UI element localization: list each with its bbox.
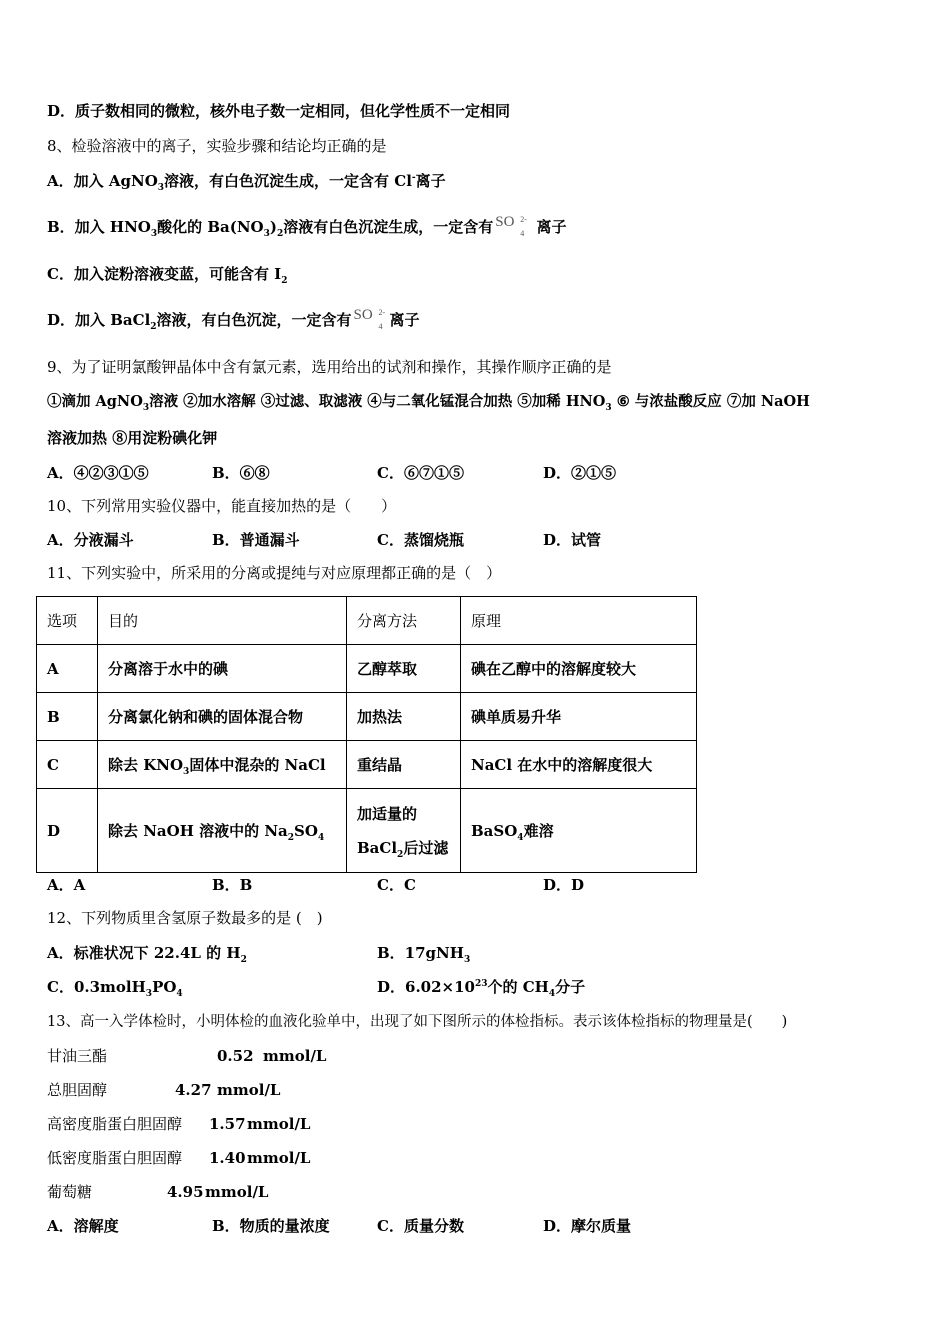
q9-option-d: D．②①⑤ bbox=[543, 464, 617, 482]
q8-stem: 8、检验溶液中的离子，实验步骤和结论均正确的是 bbox=[47, 137, 387, 155]
row-method: 乙醇萃取 bbox=[347, 645, 461, 693]
row-method: 加适量的 BaCl$_2$后过滤 bbox=[347, 789, 461, 873]
q13-option-b: B．物质的量浓度 bbox=[212, 1217, 330, 1235]
header-cell: 分离方法 bbox=[347, 597, 461, 645]
lab-item: 低密度脂蛋白胆固醇 1.40mmol/L bbox=[47, 1149, 311, 1167]
table-row bbox=[37, 693, 697, 741]
lab-item: 高密度脂蛋白胆固醇 1.57mmol/L bbox=[47, 1115, 311, 1133]
row-purpose: 分离溶于水中的碘 bbox=[98, 645, 347, 693]
q12-option-a: A．标准状况下 22.4L 的 $H_2$ bbox=[47, 944, 247, 965]
row-method: 加热法 bbox=[347, 693, 461, 741]
q9-option-c: C．⑥⑦①⑤ bbox=[377, 464, 464, 482]
q9-option-a: A．④②③①⑤ bbox=[47, 464, 149, 482]
q13-option-a: A．溶解度 bbox=[47, 1217, 119, 1235]
q11-table bbox=[36, 596, 697, 873]
row-principle: BaSO$_4$难溶 bbox=[461, 789, 697, 873]
sulfate-ion-formula: SO 2- 4 bbox=[353, 307, 386, 331]
table-header-row bbox=[37, 597, 697, 645]
q9-steps-line1: ①滴加 AgNO$_3$溶液 ②加水溶解 ③过滤、取滤液 ④与二氧化锰混合加热 ⑤加稀 $HNO_3$ ⑥ 与浓盐酸反应 ⑦加 NaOH bbox=[47, 393, 810, 413]
q11-option-a: A．A bbox=[47, 876, 86, 894]
q8-option-c: C．加入淀粉溶液变蓝，可能含有 $I_2$ bbox=[47, 265, 288, 286]
q10-option-c: C．蒸馏烧瓶 bbox=[377, 531, 464, 549]
row-purpose: 除去 $KNO_3$固体中混杂的 NaCl bbox=[98, 741, 347, 789]
q10-stem: 10、下列常用实验仪器中，能直接加热的是（ ） bbox=[47, 497, 397, 515]
q12-option-b: B．17gNH$_3$ bbox=[377, 944, 471, 965]
row-principle: 碘单质易升华 bbox=[461, 693, 697, 741]
row-purpose: 分离氯化钠和碘的固体混合物 bbox=[98, 693, 347, 741]
q7-option-d: D．质子数相同的微粒，核外电子数一定相同，但化学性质不一定相同 bbox=[47, 102, 511, 120]
q13-option-c: C．质量分数 bbox=[377, 1217, 464, 1235]
row-option: C bbox=[37, 741, 98, 789]
q8-option-a: A．加入 AgNO$_3$溶液，有白色沉淀生成，一定含有 Cl-离子 bbox=[47, 172, 446, 193]
lab-item: 葡萄糖 4.95mmol/L bbox=[47, 1183, 269, 1201]
q10-option-d: D．试管 bbox=[543, 531, 602, 549]
row-principle: NaCl 在水中的溶解度很大 bbox=[461, 741, 697, 789]
q12-option-d: D．$6.02\times 10^{23}$个的 $CH_4$分子 bbox=[377, 978, 586, 999]
row-method: 重结晶 bbox=[347, 741, 461, 789]
q12-option-c: C．$0.3molH_3PO_4$ bbox=[47, 978, 183, 999]
q9-option-b: B．⑥⑧ bbox=[212, 464, 270, 482]
sulfate-ion-formula: SO 2- 4 bbox=[495, 214, 527, 238]
q10-option-b: B．普通漏斗 bbox=[212, 531, 300, 549]
q8-option-d: D．加入 BaCl$_2$溶液，有白色沉淀，一定含有 SO 2- 4 离子 bbox=[47, 307, 420, 332]
row-principle: 碘在乙醇中的溶解度较大 bbox=[461, 645, 697, 693]
q11-option-c: C．C bbox=[377, 876, 416, 894]
q11-option-d: D．D bbox=[543, 876, 585, 894]
row-option: B bbox=[37, 693, 98, 741]
q11-option-b: B．B bbox=[212, 876, 253, 894]
q11-stem: 11、下列实验中，所采用的分离或提纯与对应原理都正确的是（ ） bbox=[47, 564, 502, 582]
table-row bbox=[37, 645, 697, 693]
q9-steps-line2: 溶液加热 ⑧用淀粉碘化钾 bbox=[47, 429, 218, 447]
q13-stem: 13、高一入学体检时，小明体检的血液化验单中，出现了如下图所示的体检指标。表示该体检指标的物理量是( ) bbox=[47, 1014, 788, 1030]
lab-item: 总胆固醇 4.27 mmol/L bbox=[47, 1081, 281, 1099]
header-cell: 原理 bbox=[461, 597, 697, 645]
q12-stem: 12、下列物质里含氢原子数最多的是 ( ) bbox=[47, 909, 323, 927]
row-purpose: 除去 NaOH 溶液中的 $Na_2SO_4$ bbox=[98, 789, 347, 873]
row-option: D bbox=[37, 789, 98, 873]
q13-option-d: D．摩尔质量 bbox=[543, 1217, 632, 1235]
table-row bbox=[37, 789, 697, 873]
lab-item: 甘油三酯 0.52 mmol/L bbox=[47, 1047, 327, 1065]
table-row bbox=[37, 741, 697, 789]
row-option: A bbox=[37, 645, 98, 693]
q9-stem: 9、为了证明氯酸钾晶体中含有氯元素，选用给出的试剂和操作，其操作顺序正确的是 bbox=[47, 358, 612, 376]
q8-option-b: B．加入 $HNO_3$酸化的 $Ba(NO_3)_2$溶液有白色沉淀生成，一定含有 SO 2- 4 离子 bbox=[47, 214, 567, 239]
header-cell: 目的 bbox=[98, 597, 347, 645]
header-cell: 选项 bbox=[37, 597, 98, 645]
q10-option-a: A．分液漏斗 bbox=[47, 531, 134, 549]
